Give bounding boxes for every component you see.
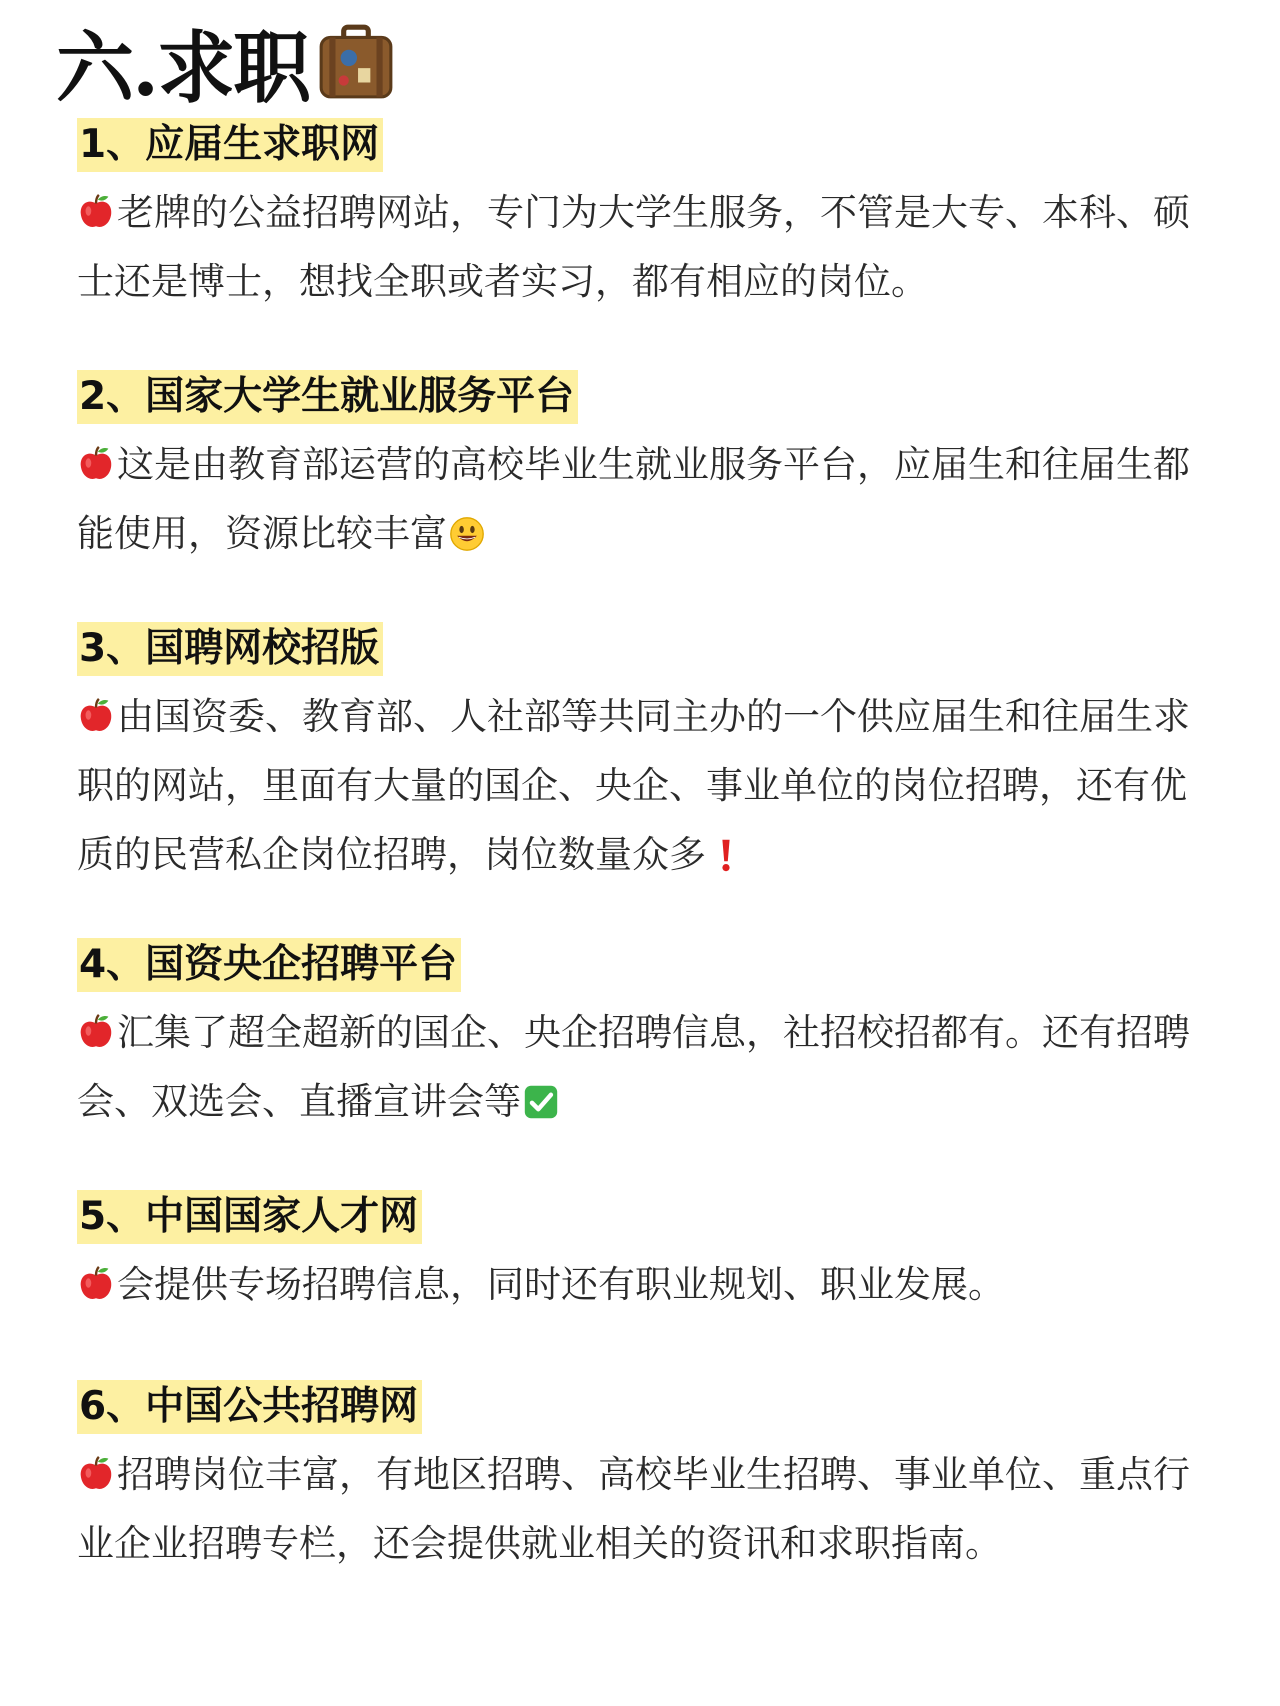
section-text: 汇集了超全超新的国企、央企招聘信息，社招校招都有。还有招聘会、双选会、直播宣讲会等 <box>77 1011 1190 1123</box>
section-body <box>77 1440 1207 1578</box>
section-heading: 2、国家大学生就业服务平台 <box>77 370 578 424</box>
section-heading: 5、中国国家人才网 <box>77 1190 422 1244</box>
section-body <box>77 178 1207 316</box>
section-text: 由国资委、教育部、人社部等共同主办的一个供应届生和往届生求职的网站，里面有大量的国企、央企、事业单位的岗位招聘，还有优质的民营私企岗位招聘，岗位数量众多 <box>77 695 1190 876</box>
section-body <box>77 430 1207 568</box>
section-text: 招聘岗位丰富，有地区招聘、高校毕业生招聘、事业单位、重点行业企业招聘专栏，还会提供就业相关的资讯和求职指南。 <box>77 1453 1190 1565</box>
section-5 <box>77 1190 1207 1319</box>
section-body <box>77 1250 1207 1319</box>
section-body <box>77 998 1207 1136</box>
section-3 <box>77 622 1207 889</box>
smiley-icon <box>449 516 485 552</box>
apple-icon <box>77 193 115 231</box>
section-heading: 1、应届生求职网 <box>77 118 383 172</box>
check-icon <box>523 1084 559 1120</box>
section-1 <box>77 118 1207 316</box>
apple-icon <box>77 1013 115 1051</box>
apple-icon <box>77 445 115 483</box>
exclamation-icon <box>708 837 744 873</box>
section-heading: 3、国聘网校招版 <box>77 622 383 676</box>
apple-icon <box>77 697 115 735</box>
section-text: 老牌的公益招聘网站，专门为大学生服务，不管是大专、本科、硕士还是博士，想找全职或者实习，都有相应的岗位。 <box>77 191 1190 303</box>
page-title: 六.求职 <box>56 23 310 114</box>
title-row <box>56 6 397 118</box>
section-text: 会提供专场招聘信息，同时还有职业规划、职业发展。 <box>117 1263 1005 1306</box>
section-4 <box>77 938 1207 1136</box>
section-body <box>77 682 1207 889</box>
apple-icon <box>77 1455 115 1493</box>
section-6 <box>77 1380 1207 1578</box>
apple-icon <box>77 1265 115 1303</box>
section-heading: 4、国资央企招聘平台 <box>77 938 461 992</box>
suitcase-icon <box>315 21 397 103</box>
section-text: 这是由教育部运营的高校毕业生就业服务平台，应届生和往届生都能使用，资源比较丰富 <box>77 443 1190 555</box>
section-heading: 6、中国公共招聘网 <box>77 1380 422 1434</box>
section-2 <box>77 370 1207 568</box>
